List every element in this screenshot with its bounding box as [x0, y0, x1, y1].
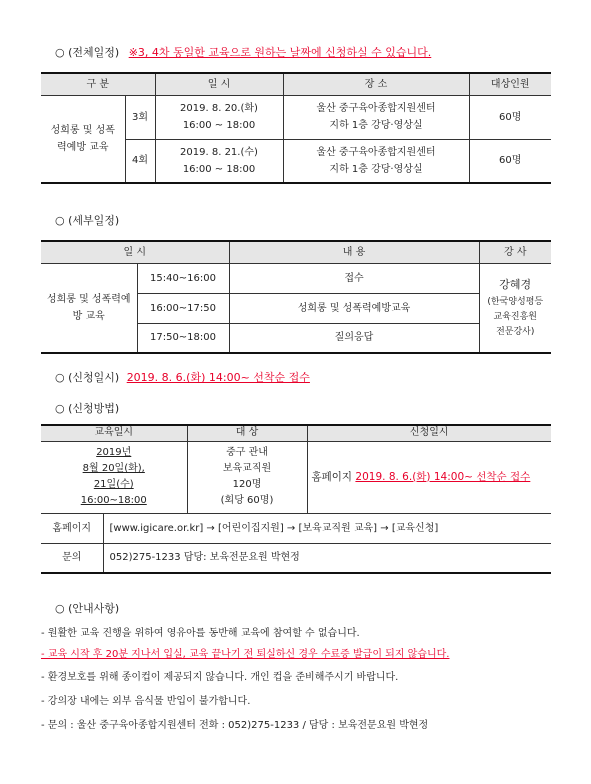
homepage-link[interactable]: [www.igicare.or.kr] → [어린이집지원] → [보육교직원 교육] → [교육신청] [103, 513, 551, 543]
time-cell: 17:50~18:00 [137, 323, 229, 353]
round-3: 3회 [125, 95, 155, 139]
section-apply-method-title: ○ (신청방법) [55, 402, 120, 415]
section-detail-title: ○ (세부일정) [55, 214, 120, 227]
date-cell: 2019. 8. 20.(화) 16:00 ~ 18:00 [155, 95, 283, 139]
header-apply-date: 신청일시 [307, 425, 551, 441]
notice-item: - 교육 시작 후 20분 지나서 입실, 교육 끝나기 전 퇴실하신 경우 수료증 발급이 되지 않습니다. [41, 649, 450, 660]
detail-schedule-table [41, 240, 551, 354]
notice-item: - 환경보호를 위해 종이컵이 제공되지 않습니다. 개인 컵을 준비해주시기 바랍니다. [41, 672, 399, 683]
notice-item: - 원활한 교육 진행을 위하여 영유아를 동반해 교육에 참여할 수 없습니다. [41, 628, 360, 639]
edu-date-cell: 2019년 8월 20일(화), 21일(수) 16:00~18:00 [41, 441, 187, 513]
time-cell: 15:40~16:00 [137, 263, 229, 293]
apply-date-cell: 홈페이지 2019. 8. 6.(화) 14:00~ 선착순 접수 [307, 441, 551, 513]
contact-label: 문의 [41, 543, 103, 573]
header-lecturer: 강 사 [479, 241, 551, 263]
header-datetime: 일 시 [155, 73, 283, 95]
content-cell: 질의응답 [229, 323, 479, 353]
overall-schedule-table [41, 72, 551, 184]
time-cell: 16:00~17:50 [137, 293, 229, 323]
target-cell: 중구 관내 보육교직원 120명 (회당 60명) [187, 441, 307, 513]
date-cell: 2019. 8. 21.(수) 16:00 ~ 18:00 [155, 139, 283, 183]
notice-item: - 강의장 내에는 외부 음식물 반입이 불가합니다. [41, 696, 251, 707]
course-name: 성희롱 및 성폭력예방 교육 [41, 263, 137, 353]
lecturer-cell: 강혜경 (한국양성평등 교육진흥원 전문강사) [479, 263, 551, 353]
schedule-note: ※3, 4차 동일한 교육으로 원하는 날짜에 신청하실 수 있습니다. [128, 46, 432, 59]
place-cell: 울산 중구육아종합지원센터 지하 1층 강당·영상실 [283, 139, 469, 183]
content-cell: 성희롱 및 성폭력예방교육 [229, 293, 479, 323]
contact-value: 052)275-1233 담당: 보육전문요원 박현정 [103, 543, 551, 573]
lecturer-name: 강혜경 [499, 278, 532, 292]
section-notice-title: ○ (안내사항) [55, 602, 120, 615]
header-target: 대 상 [187, 425, 307, 441]
header-people: 대상인원 [469, 73, 551, 95]
apply-date-value: 2019. 8. 6.(화) 14:00~ 선착순 접수 [126, 371, 310, 384]
section-schedule-title: ○ (전체일정) ※3, 4차 동일한 교육으로 원하는 날짜에 신청하실 수 있습니다. [55, 46, 432, 59]
header-edu-date: 교육일시 [41, 425, 187, 441]
header-content: 내 용 [229, 241, 479, 263]
people-cell: 60명 [469, 95, 551, 139]
header-datetime: 일 시 [41, 241, 229, 263]
content-cell: 접수 [229, 263, 479, 293]
course-name: 성희롱 및 성폭력예방 교육 [41, 95, 125, 183]
header-place: 장 소 [283, 73, 469, 95]
homepage-label: 홈페이지 [41, 513, 103, 543]
notice-item: - 문의 : 울산 중구육아종합지원센터 전화 : 052)275-1233 / 담당 : 보육전문요원 박현정 [41, 720, 429, 731]
people-cell: 60명 [469, 139, 551, 183]
place-cell: 울산 중구육아종합지원센터 지하 1층 강당·영상실 [283, 95, 469, 139]
section-apply-date: ○ (신청일시) 2019. 8. 6.(화) 14:00~ 선착순 접수 [55, 371, 310, 384]
apply-method-table [41, 424, 551, 574]
header-category: 구 분 [41, 73, 155, 95]
round-4: 4회 [125, 139, 155, 183]
